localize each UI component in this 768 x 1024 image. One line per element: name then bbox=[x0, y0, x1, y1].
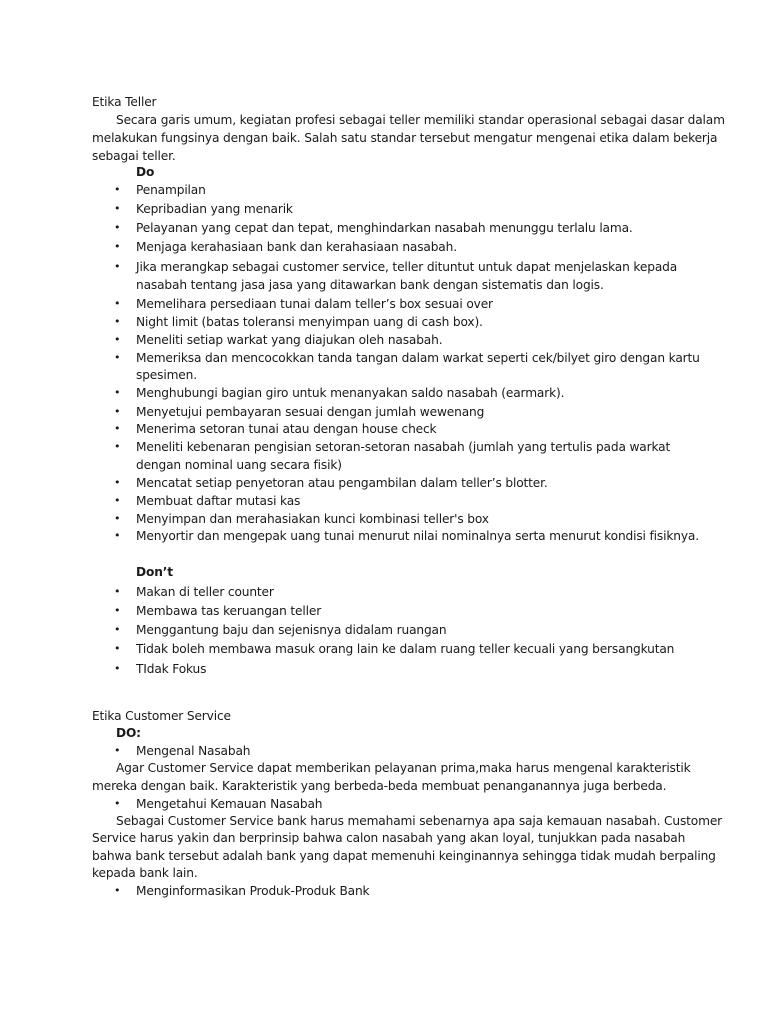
list-item: Memeriksa dan mencocokkan tanda tangan dalam warkat seperti cek/bilyet giro dengan kartu bbox=[136, 351, 700, 365]
bullet-icon: • bbox=[114, 221, 121, 234]
list-item: Mengetahui Kemauan Nasabah bbox=[136, 797, 323, 811]
list-item: Meneliti setiap warkat yang diajukan oleh nasabah. bbox=[136, 333, 443, 347]
list-item: Menyetujui pembayaran sesuai dengan jumlah wewenang bbox=[136, 405, 485, 419]
list-item: Tidak boleh membawa masuk orang lain ke dalam ruang teller kecuali yang bersangkutan bbox=[136, 642, 675, 656]
bullet-icon: • bbox=[114, 333, 121, 346]
bullet-icon: • bbox=[114, 662, 121, 675]
bullet-icon: • bbox=[114, 297, 121, 310]
paragraph-line: Sebagai Customer Service bank harus memahami sebenarnya apa saja kemauan nasabah. Customer bbox=[116, 814, 723, 828]
bullet-icon: • bbox=[114, 422, 121, 435]
bullet-icon: • bbox=[114, 386, 121, 399]
bullet-icon: • bbox=[114, 315, 121, 328]
bullet-icon: • bbox=[114, 476, 121, 489]
bullet-icon: • bbox=[114, 183, 121, 196]
bullet-icon: • bbox=[114, 202, 121, 215]
bullet-icon: • bbox=[114, 405, 121, 418]
bullet-icon: • bbox=[114, 260, 121, 273]
bullet-icon: • bbox=[114, 351, 121, 364]
list-item: Penampilan bbox=[136, 183, 206, 197]
list-item: Pelayanan yang cepat dan tepat, menghindarkan nasabah menunggu terlalu lama. bbox=[136, 221, 633, 235]
list-item: Menjaga kerahasiaan bank dan kerahasiaan nasabah. bbox=[136, 240, 457, 254]
list-item: Night limit (batas toleransi menyimpan uang di cash box). bbox=[136, 315, 483, 329]
list-item: Menerima setoran tunai atau dengan house check bbox=[136, 422, 437, 436]
list-item: TIdak Fokus bbox=[136, 662, 207, 676]
do-label: Do bbox=[136, 165, 155, 179]
list-item-continuation: spesimen. bbox=[136, 368, 197, 382]
list-item: Menggantung baju dan sejenisnya didalam ruangan bbox=[136, 623, 447, 637]
paragraph-line: Service harus yakin dan berprinsip bahwa calon nasabah yang akan loyal, tunjukkan pada nasabah bbox=[92, 831, 686, 845]
list-item-continuation: dengan nominal uang secara fisik) bbox=[136, 458, 342, 472]
list-item: Menyimpan dan merahasiakan kunci kombinasi teller's box bbox=[136, 512, 489, 526]
list-item: Meneliti kebenaran pengisian setoran-setoran nasabah (jumlah yang tertulis pada warkat bbox=[136, 440, 671, 454]
bullet-icon: • bbox=[114, 529, 121, 542]
list-item: Mengenal Nasabah bbox=[136, 744, 251, 758]
list-item: Menginformasikan Produk-Produk Bank bbox=[136, 884, 370, 898]
dont-label: Don’t bbox=[136, 565, 173, 579]
paragraph-line: Secara garis umum, kegiatan profesi sebagai teller memiliki standar operasional sebagai dasar dalam bbox=[116, 113, 725, 127]
paragraph-line: bahwa bank tersebut adalah bank yang dapat memenuhi keinginannya sehingga tidak mudah berpaling bbox=[92, 849, 716, 863]
list-item: Menghubungi bagian giro untuk menanyakan saldo nasabah (earmark). bbox=[136, 386, 565, 400]
bullet-icon: • bbox=[114, 884, 121, 897]
bullet-icon: • bbox=[114, 585, 121, 598]
bullet-icon: • bbox=[114, 623, 121, 636]
list-item: Menyortir dan mengepak uang tunai menurut nilai nominalnya serta menurut kondisi fisiknya. bbox=[136, 529, 699, 543]
list-item: Membuat daftar mutasi kas bbox=[136, 494, 301, 508]
bullet-icon: • bbox=[114, 494, 121, 507]
list-item: Mencatat setiap penyetoran atau pengambilan dalam teller’s blotter. bbox=[136, 476, 548, 490]
bullet-icon: • bbox=[114, 512, 121, 525]
bullet-icon: • bbox=[114, 604, 121, 617]
bullet-icon: • bbox=[114, 240, 121, 253]
list-item: Makan di teller counter bbox=[136, 585, 274, 599]
section-heading-cs: Etika Customer Service bbox=[92, 709, 231, 723]
paragraph-line: mereka dengan baik. Karakteristik yang berbeda-beda membuat penanganannya juga berbeda. bbox=[92, 779, 667, 793]
bullet-icon: • bbox=[114, 642, 121, 655]
bullet-icon: • bbox=[114, 797, 121, 810]
bullet-icon: • bbox=[114, 440, 121, 453]
paragraph-line: Agar Customer Service dapat memberikan pelayanan prima,maka harus mengenal karakteristik bbox=[116, 761, 691, 775]
cs-do-label: DO: bbox=[116, 726, 141, 740]
section-heading-teller: Etika Teller bbox=[92, 95, 157, 109]
list-item-continuation: nasabah tentang jasa jasa yang ditawarkan bank dengan sistematis dan logis. bbox=[136, 278, 604, 292]
list-item: Membawa tas keruangan teller bbox=[136, 604, 322, 618]
list-item: Kepribadian yang menarik bbox=[136, 202, 293, 216]
list-item: Memelihara persediaan tunai dalam teller’s box sesuai over bbox=[136, 297, 493, 311]
paragraph-line: sebagai teller. bbox=[92, 149, 176, 163]
paragraph-line: melakukan fungsinya dengan baik. Salah satu standar tersebut mengatur mengenai etika dalam bekerja bbox=[92, 131, 718, 145]
bullet-icon: • bbox=[114, 744, 121, 757]
paragraph-line: kepada bank lain. bbox=[92, 866, 198, 880]
list-item: Jika merangkap sebagai customer service, teller dituntut untuk dapat menjelaskan kepada bbox=[136, 260, 678, 274]
